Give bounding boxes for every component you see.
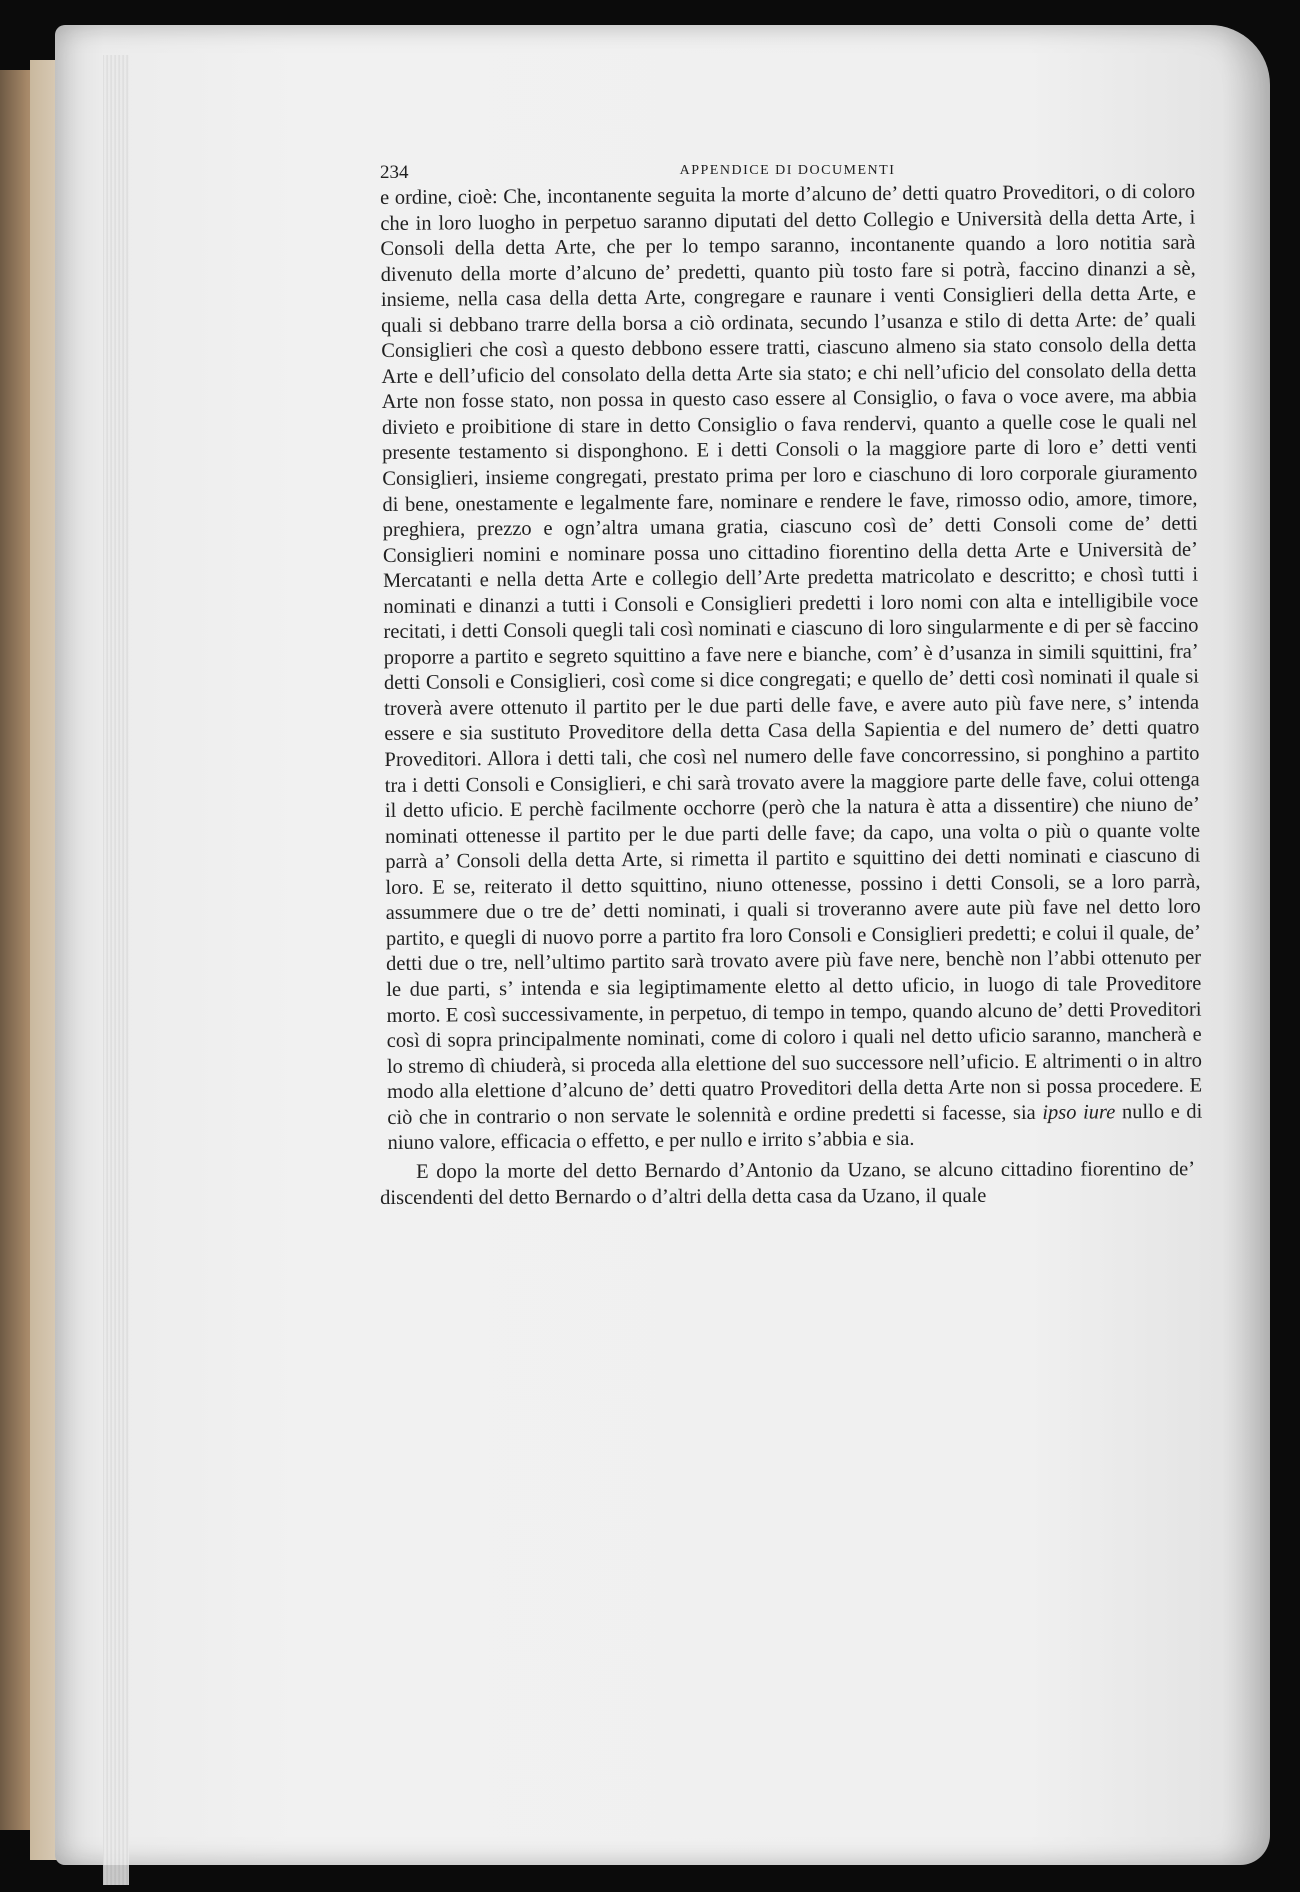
italic-phrase: ipso iure (1042, 1100, 1116, 1124)
page-stack-edge (103, 55, 129, 1885)
paragraph-text: e ordine, cioè: Che, incontanente seguita la morte d’alcuno de’ detti quatro Proveditori, o di coloro che in loro luogho in perpetuo saranno diputati del detto Collegio e Università della detta Arte, i Consoli della detta Arte, che per lo tempo saranno, incontanente quando a loro notitia sarà divenuto della morte d’alcuno de’ predetti, quanto più tosto fare si potrà, faccino dinanzi a sè, insieme, nella casa della detta Arte, congregare e raunare i venti Consiglieri della detta Arte, e quali si debbano trarre della borsa a ciò ordinata, secundo l’usanza e stilo di detta Arte: de’ quali Consiglieri che così a questo debbono essere tratti, ciascuno almeno sia stato consolo della detta Arte e dell’uficio del consolato della detta Arte sia stato; e chi nell’uficio del consolato della detta Arte non fosse stato, non possa in questo caso essere al Consiglio, o fava o voce avere, ma abbia divieto e proibitione di stare in detto Consiglio o fava rendervi, quanto a quelle cose le quali nel presente testamento si disponghono. E i detti Consoli o la maggiore parte di loro e’ detti venti Consiglieri, insieme congregati, prestato prima per loro e ciaschuno di loro corporale giuramento di bene, onestamente e legalmente fare, nominare e rendere le fave, rimosso odio, amore, timore, preghiera, prezzo e ogn’altra umana gratia, ciascuno così de’ detti Consoli come de’ detti Consiglieri nomini e nominare possa uno cittadino fiorentino della detta Arte e Università de’ Mercatanti e nella detta Arte e collegio dell’Arte predetta matricolato e descritto; e chosì tutti i nominati e dinanzi a tutti i Consoli e Consiglieri predetti i loro nomi con alta e intelligibile voce recitati, i detti Consoli quegli tali così nominati e ciascuno di loro singularmente e di per sè faccino proporre a partito e segreto squittino a fave nere e bianche, com’ è d’usanza in simili squittini, fra’ detti Consoli e Consiglieri, così come si dice congregati; e quello de’ detti così nominati il quale si troverà avere ottenuto il partito per le due parti delle fave, e avere auto più fave nere, s’ intenda essere e sia sustituto Proveditore della detta Casa della Sapientia e del numero de’ detti quatro Proveditori. Allora i detti tali, che così nel numero delle fave concorressino, si ponghino a partito tra i detti Consoli e Consiglieri, e chi sarà trovato avere la maggiore parte delle fave, colui ottenga il detto uficio. E perchè facilmente occhorre (però che la natura è atta a dissentire) che niuno de’ nominati ottenesse il partito per le due parti delle fave; da capo, una volta o più o quante volte parrà a’ Consoli della detta Arte, si rimetta il partito e squittino dei detti nominati e ciascuno di loro. E se, reiterato il detto squittino, niuno ottenesse, possino i detti Consoli, se a loro parrà, assummere due o tre de’ detti nominati, i quali si troveranno avere aute più fave nel detto loro partito, e quegli di nuovo porre a partito fra loro Consoli e Consiglieri predetti; e colui il quale, de’ detti due o tre, nell’ultimo partito sarà trovato avere più fave nere, benchè non l’abbi ottenuto per le due parti, s’ intenda e sia legiptimamente eletto al detto uficio, in luogo di tale Proveditore morto. E così successivamente, in perpetuo, di tempo in tempo, quando alcuno de’ detti Proveditori così di sopra principalmente nominati, come di coloro i quali nel detto uficio saranno, mancherà e lo stremo dì chiuderà, si proceda alla elettione del suo successore nell’uficio. E altrimenti o in altro modo alla elettione d’alcuno de’ detti quatro Proveditori della detta Arte non si possa procedere. E ciò che in contrario o non servate le solennità e ordine predetti si facesse, sia (380, 180, 1203, 1129)
running-head: APPENDICE DI DOCUMENTI (679, 163, 896, 178)
page-number: 234 (380, 162, 409, 183)
paragraph (380, 180, 1203, 1157)
paragraph-text-continued: nullo e di niuno valore, efficacia o effetto, e per nullo e irrito s’abbia e sia. (387, 1100, 1203, 1155)
body-text (380, 180, 1203, 1211)
paragraph (380, 1157, 1195, 1211)
page-content (380, 158, 1203, 1398)
paragraph-text: E dopo la morte del detto Bernardo d’Antonio da Uzano, se alcuno cittadino fiorentino de’ discendenti del detto Bernardo o d’altri della detta casa da Uzano, il quale (380, 1157, 1196, 1209)
